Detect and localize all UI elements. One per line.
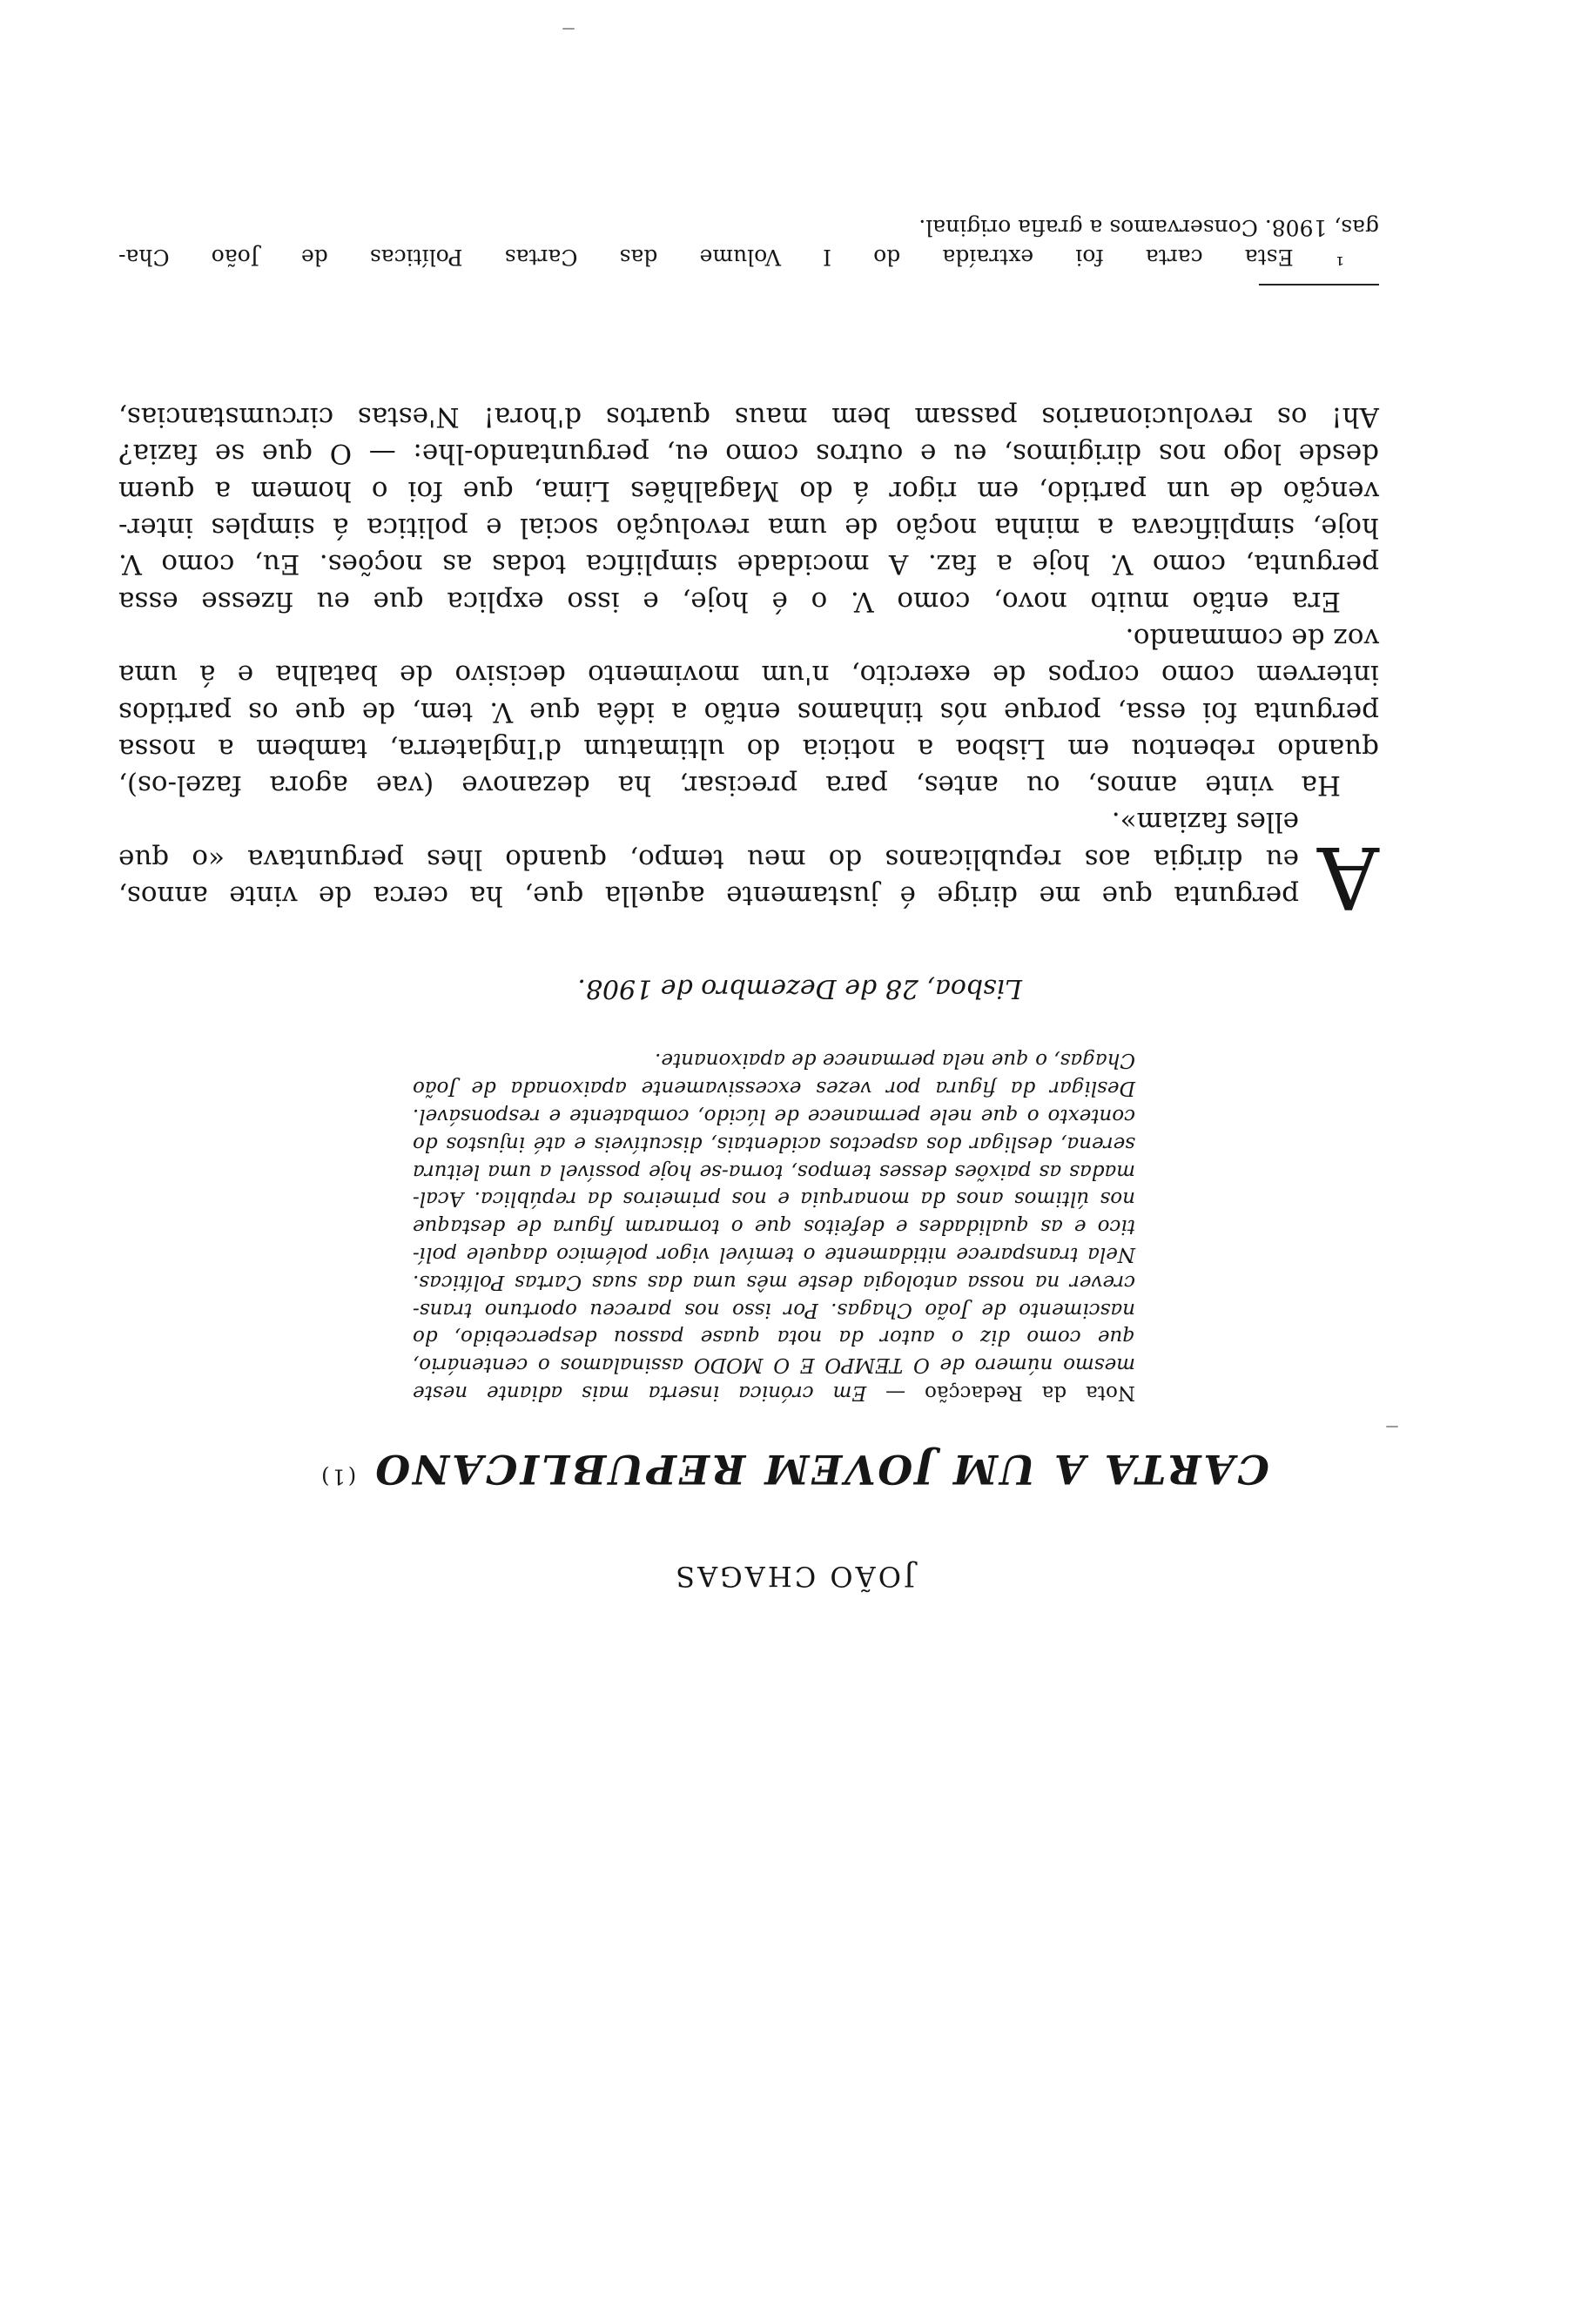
note-line: crever na nossa antologia deste mês uma das suas Cartas Políticas. bbox=[413, 1270, 1135, 1293]
footnote-marker: (1) bbox=[319, 1464, 357, 1489]
footnote-rule bbox=[1259, 284, 1379, 285]
body-line: Ah! os revolucionarios passam bem maus quartos d'hora! N'estas circumstancias, bbox=[118, 401, 1379, 433]
body-line: desde logo nos dirigimos, eu e outros como eu, perguntando-lhe: — O que se fazia? bbox=[118, 438, 1379, 470]
scan-speck bbox=[1386, 1426, 1398, 1427]
note-line: mesmo número de O TEMPO E O MODO assinalamos o centenário, bbox=[413, 1353, 1135, 1377]
body-line: Ha vinte annos, ou antes, para precisar, ha dezanove (vae agora fazel-os), bbox=[118, 769, 1341, 802]
body-line: venção de um partido, em rigor á do Magalhães Lima, que foi o homem a quem bbox=[118, 474, 1379, 507]
dateline: Lisboa, 28 de Dezembro de 1908. bbox=[577, 973, 1022, 1004]
body-line: pergunta foi essa, porque nós tinhamos então a idêa que V. tem, de que os partidos bbox=[118, 695, 1379, 728]
body-line: eu dirigia aos republicanos do meu tempo, quando lhes perguntava «o que bbox=[118, 843, 1299, 875]
note-line: Chagas, o que nela permanece de apaixonante. bbox=[655, 1049, 1135, 1072]
drop-cap: A bbox=[1317, 827, 1379, 926]
scan-speck bbox=[562, 28, 575, 30]
footnote-line: gas, 1908. Conservamos a grafia original. bbox=[918, 215, 1379, 240]
title-text: CARTA A UM JOVEM REPUBLICANO bbox=[373, 1446, 1269, 1493]
letter-body bbox=[118, 399, 1379, 926]
body-line: voz de commando. bbox=[1125, 621, 1379, 654]
footnote-line: ¹ Esta carta foi extraída do I Volume das Cartas Políticas de João Cha- bbox=[118, 245, 1344, 270]
body-line: elles faziam». bbox=[1111, 806, 1299, 838]
note-label: Nota da Redacção — bbox=[885, 1381, 1135, 1404]
author-name: JOÃO CHAGAS bbox=[673, 1560, 915, 1593]
note-line: que como diz o autor da nota quase passou despercebido, do bbox=[413, 1326, 1135, 1349]
footnote bbox=[118, 212, 1379, 272]
letter-title bbox=[0, 1446, 1588, 1493]
editor-note bbox=[413, 1046, 1135, 1406]
note-line: Nota da Redacção — Em crónica inserta mais adiante neste bbox=[412, 1381, 1135, 1404]
note-line: Nela transparece nitidamente o temível vigor polémico daquele polí- bbox=[413, 1243, 1135, 1266]
note-line: serena, desligar dos aspectos acidentais, discutíveis e até injustos do bbox=[413, 1132, 1135, 1155]
note-line: madas as paixões desses tempos, torna-se hoje possível a uma leitura bbox=[413, 1159, 1135, 1183]
body-line: Era então muito novo, como V. o é hoje, e isso explica que eu fizesse essa bbox=[118, 585, 1341, 617]
body-line: intervem como corpos de exercito, n'um movimento decisivo de batalha e á uma bbox=[118, 659, 1379, 691]
note-line: tico e as qualidades e defeitos que o tornaram figura de destaque bbox=[413, 1215, 1135, 1239]
body-line: pergunta que me dirige é justamente aquella que, ha cerca de vinte annos, bbox=[118, 880, 1299, 911]
note-line: contexto o que nele permanece de lúcido, combatente e responsável. bbox=[413, 1105, 1135, 1128]
body-line: quando rebentou em Lisboa a noticia do ultimatum d'Inglaterra, tambem a nossa bbox=[118, 732, 1379, 764]
body-line: pergunta, como V. hoje a faz. A mocidade simplifica todas as noções. Eu, como V. bbox=[118, 548, 1379, 581]
note-line: nascimento de João Chagas. Por isso nos pareceu oportuno trans- bbox=[413, 1298, 1135, 1321]
note-line: Desligar da figura por vezes excessivamente apaixonada de João bbox=[413, 1077, 1135, 1100]
body-line: hoje, simplificava a minha noção de uma revolução social e politica á simples inter- bbox=[118, 512, 1379, 544]
note-line: nos últimos anos da monarquia e nos primeiros da república. Acal- bbox=[413, 1187, 1135, 1211]
